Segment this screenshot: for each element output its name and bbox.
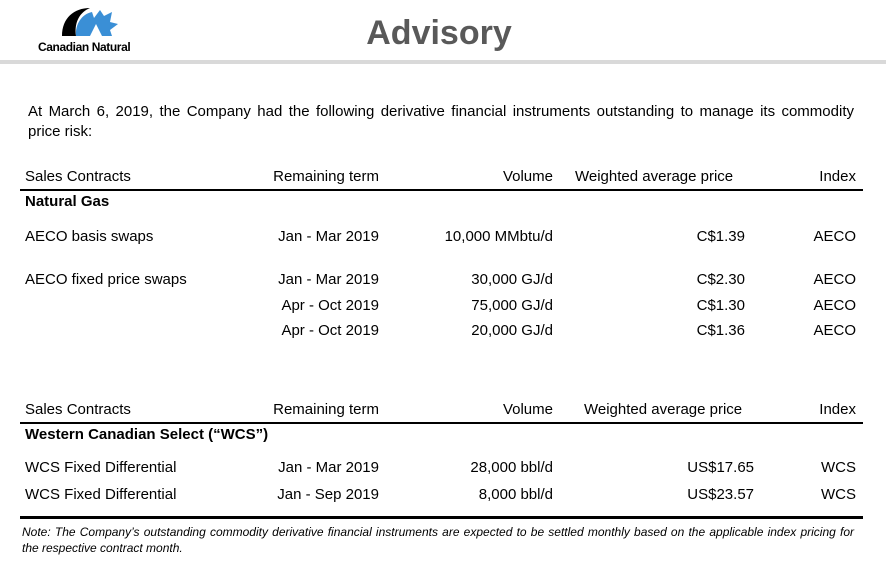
footnote: Note: The Company’s outstanding commodity derivative financial instruments are expected to be settled monthly based on the applicable index pricing for the respective contract month.	[22, 525, 854, 555]
cell-volume: 30,000 GJ/d	[471, 271, 553, 288]
cell-price: C$1.39	[696, 228, 745, 245]
table1-section-heading	[0, 193, 886, 215]
table2-section-heading	[0, 426, 886, 448]
page-title: Advisory	[366, 14, 512, 52]
cell-term: Apr - Oct 2019	[281, 297, 379, 314]
table-row	[0, 322, 886, 344]
cell-term: Apr - Oct 2019	[281, 322, 379, 339]
table2-header-rule	[20, 422, 863, 424]
header-volume: Volume	[502, 168, 553, 185]
cell-volume: 10,000 MMbtu/d	[444, 228, 553, 245]
header-index: Index	[819, 401, 856, 418]
header-price: Weighted average price	[584, 401, 743, 418]
intro-paragraph: At March 6, 2019, the Company had the following derivative financial instruments outstanding to manage its commodity price risk:	[28, 103, 854, 140]
cell-price: US$17.65	[687, 459, 754, 476]
cell-price: C$2.30	[696, 271, 745, 288]
cell-contract: WCS Fixed Differential	[25, 459, 177, 476]
header-remaining-term: Remaining term	[273, 401, 379, 418]
table-row	[0, 297, 886, 319]
logo-wordmark: Canadian Natural	[38, 40, 131, 54]
cell-contract: WCS Fixed Differential	[25, 486, 177, 503]
cell-term: Jan - Mar 2019	[278, 271, 379, 288]
header-sales-contracts: Sales Contracts	[25, 401, 131, 418]
table1-header-rule	[20, 189, 863, 191]
table1-header-row	[0, 168, 886, 190]
table-row	[0, 459, 886, 481]
cell-index: AECO	[813, 297, 856, 314]
cell-volume: 20,000 GJ/d	[471, 322, 553, 339]
cell-index: AECO	[813, 271, 856, 288]
cell-term: Jan - Mar 2019	[278, 459, 379, 476]
header-volume: Volume	[502, 401, 553, 418]
cell-contract: AECO basis swaps	[25, 228, 154, 245]
header-divider	[0, 60, 886, 64]
table2-header-row	[0, 401, 886, 423]
cell-volume: 75,000 GJ/d	[471, 297, 553, 314]
cell-price: C$1.30	[696, 297, 745, 314]
cell-index: WCS	[821, 459, 856, 476]
section-label: Western Canadian Select (“WCS”)	[25, 426, 269, 443]
header-sales-contracts: Sales Contracts	[25, 168, 131, 185]
cell-volume: 28,000 bbl/d	[470, 459, 553, 476]
cell-volume: 8,000 bbl/d	[478, 486, 553, 503]
cell-term: Jan - Mar 2019	[278, 228, 379, 245]
table-row	[0, 271, 886, 293]
cell-price: C$1.36	[696, 322, 745, 339]
header-index: Index	[819, 168, 856, 185]
cell-contract: AECO fixed price swaps	[25, 271, 187, 288]
cell-price: US$23.57	[687, 486, 754, 503]
cell-index: WCS	[821, 486, 856, 503]
header-price: Weighted average price	[575, 168, 734, 185]
section-label: Natural Gas	[25, 193, 110, 210]
cell-index: AECO	[813, 228, 856, 245]
note-divider	[20, 516, 863, 519]
table-row	[0, 228, 886, 250]
cell-term: Jan - Sep 2019	[277, 486, 379, 503]
table-row	[0, 486, 886, 508]
header-remaining-term: Remaining term	[273, 168, 379, 185]
cell-index: AECO	[813, 322, 856, 339]
